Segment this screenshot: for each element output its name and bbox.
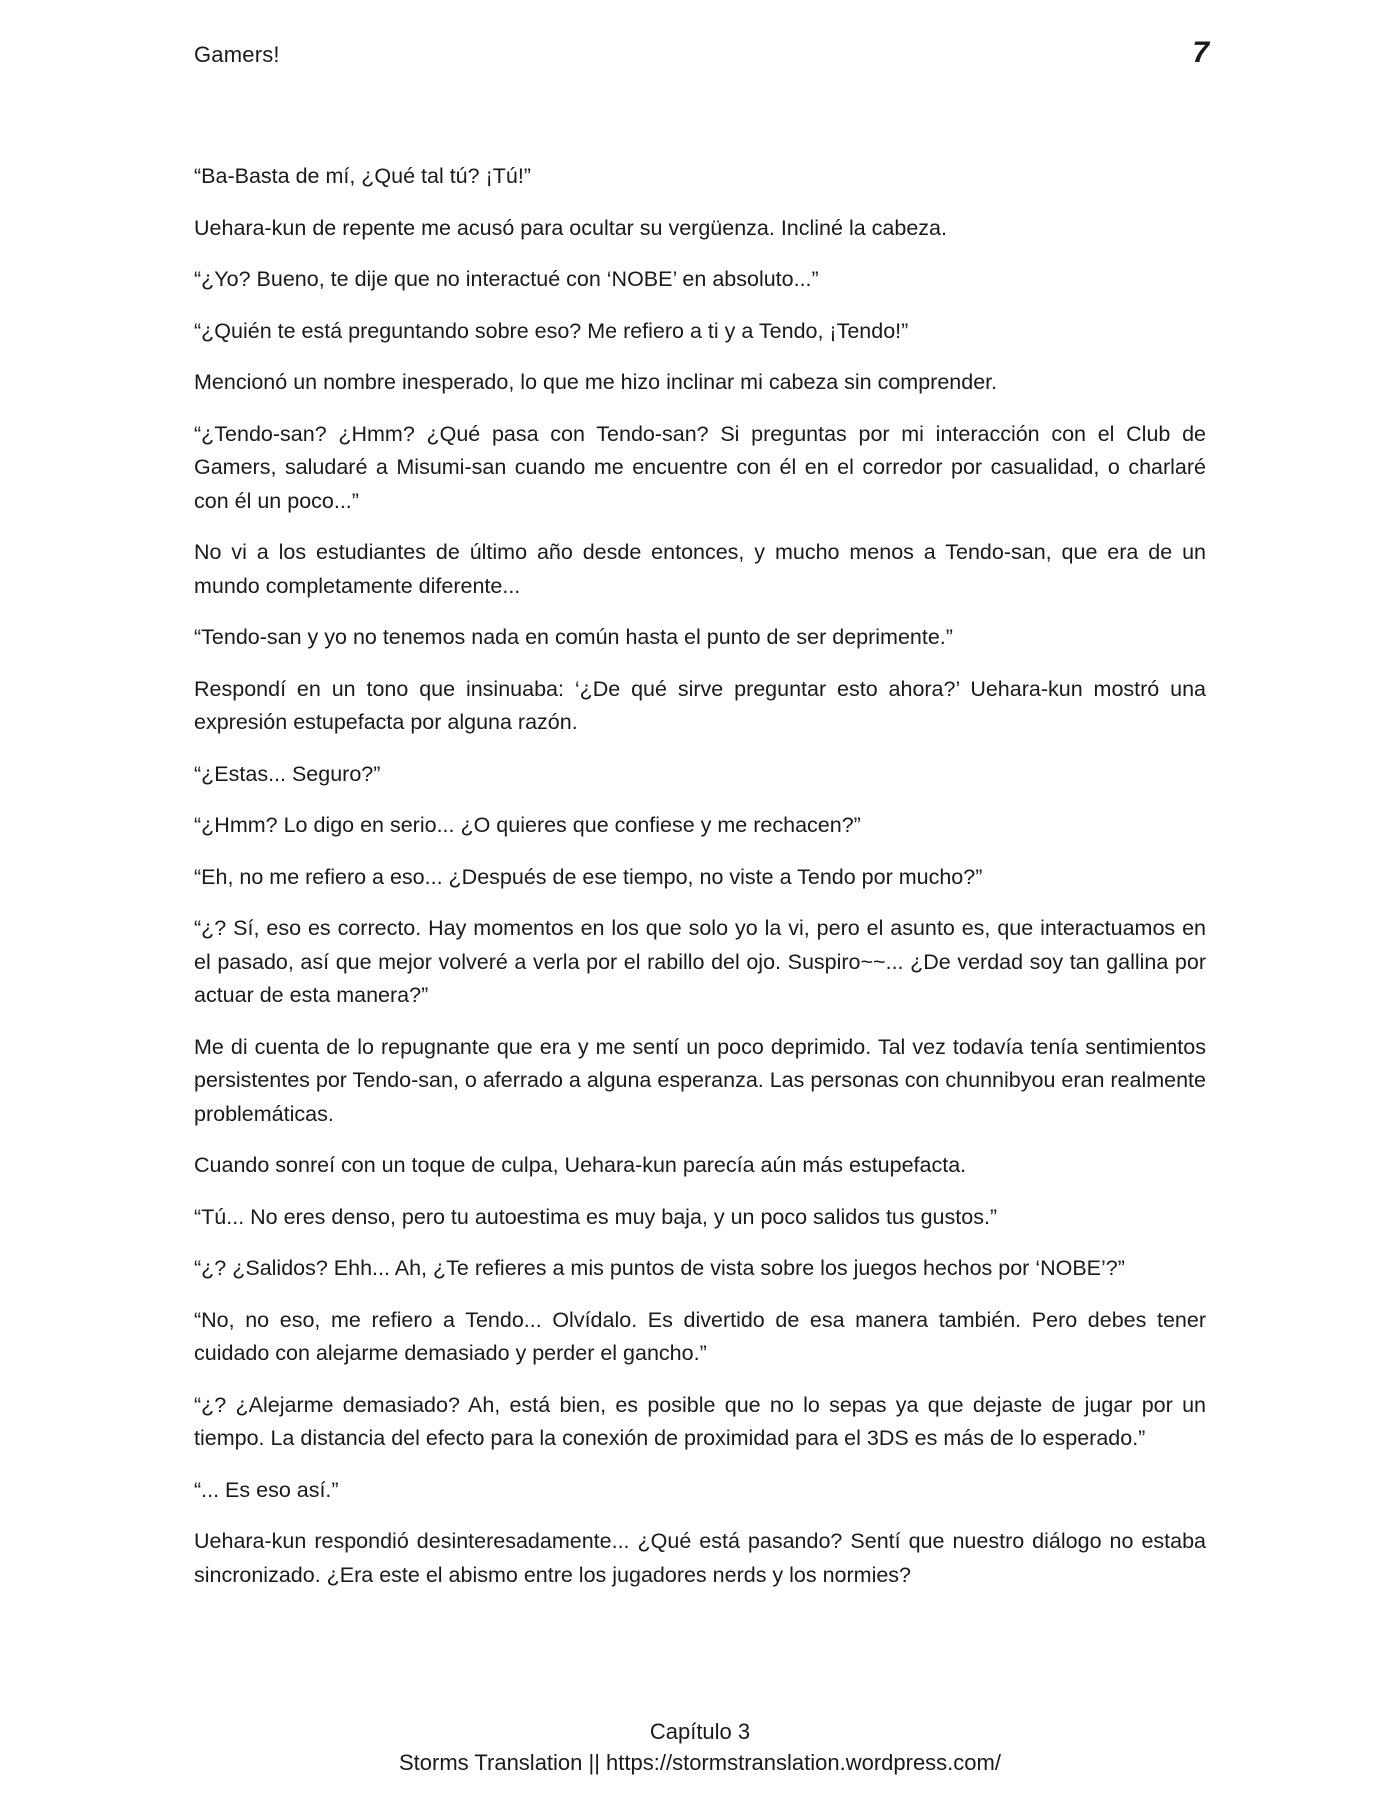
body-text: [194, 160, 1206, 1610]
paragraph: “¿Yo? Bueno, te dije que no interactué con ‘NOBE’ en absoluto...”: [194, 267, 819, 291]
page-footer: [0, 1716, 1400, 1778]
paragraph: Me di cuenta de lo repugnante que era y me sentí un poco deprimido. Tal vez todavía tenía sentimientos persistentes por Tendo-san, o aferrado a alguna esperanza. Las personas con chunnibyou eran realmente problemáticas.: [194, 1034, 1206, 1126]
paragraph: “¿? Sí, eso es correcto. Hay momentos en los que solo yo la vi, pero el asunto es, que interactuamos en el pasado, así que mejor volveré a verla por el rabillo del ojo. Suspiro~~... ¿De verdad soy tan gallina por actuar de esta manera?”: [194, 916, 1206, 1007]
paragraph: “Tú... No eres denso, pero tu autoestima es muy baja, y un poco salidos tus gustos.”: [194, 1204, 998, 1229]
paragraph: “¿? ¿Alejarme demasiado? Ah, está bien, es posible que no lo sepas ya que dejaste de jugar por un tiempo. La distancia del efecto para la conexión de proximidad para el 3DS es más de lo esperado.”: [194, 1392, 1206, 1450]
page-number: 7: [1192, 36, 1209, 69]
paragraph: “¿? ¿Salidos? Ehh... Ah, ¿Te refieres a mis puntos de vista sobre los juegos hechos por ‘NOBE’?”: [194, 1256, 1125, 1280]
paragraph: Cuando sonreí con un toque de culpa, Uehara-kun parecía aún más estupefacta.: [194, 1153, 967, 1177]
paragraph: “... Es eso así.”: [194, 1477, 339, 1502]
paragraph: Respondí en un tono que insinuaba: ‘¿De qué sirve preguntar esto ahora?’ Uehara-kun mostró una expresión estupefacta por alguna razón.: [194, 676, 1206, 734]
paragraph: “¿Estas... Seguro?”: [194, 761, 381, 786]
paragraph: “Eh, no me refiero a eso... ¿Después de ese tiempo, no viste a Tendo por mucho?”: [194, 864, 983, 889]
paragraph: Uehara-kun de repente me acusó para ocultar su vergüenza. Incliné la cabeza.: [194, 215, 947, 240]
paragraph: “Tendo-san y yo no tenemos nada en común hasta el punto de ser deprimente.”: [194, 625, 953, 649]
running-header-title: Gamers!: [194, 42, 280, 67]
footer-credit: Storms Translation || https://stormstranslation.wordpress.com/: [399, 1750, 1001, 1775]
paragraph: “No, no eso, me refiero a Tendo... Olvídalo. Es divertido de esa manera también. Pero debes tener cuidado con alejarme demasiado y perder el gancho.”: [194, 1307, 1206, 1365]
paragraph: No vi a los estudiantes de último año desde entonces, y mucho menos a Tendo-san, que era de un mundo completamente diferente...: [194, 540, 1206, 598]
paragraph: “¿Quién te está preguntando sobre eso? Me refiero a ti y a Tendo, ¡Tendo!”: [194, 318, 909, 343]
paragraph: “¿Hmm? Lo digo en serio... ¿O quieres que confiese y me rechacen?”: [194, 813, 861, 837]
paragraph: Uehara-kun respondió desinteresadamente... ¿Qué está pasando? Sentí que nuestro diálogo no estaba sincronizado. ¿Era este el abismo entre los jugadores nerds y los normies?: [194, 1529, 1206, 1587]
paragraph: Mencionó un nombre inesperado, lo que me hizo inclinar mi cabeza sin comprender.: [194, 370, 998, 394]
paragraph: “¿Tendo-san? ¿Hmm? ¿Qué pasa con Tendo-san? Si preguntas por mi interacción con el Club de Gamers, saludaré a Misumi-san cuando me encuentre con él en el corredor por casualidad, o charlaré con él un poco...”: [194, 421, 1206, 513]
footer-chapter: Capítulo 3: [649, 1719, 751, 1744]
paragraph: “Ba-Basta de mí, ¿Qué tal tú? ¡Tú!”: [194, 164, 531, 188]
